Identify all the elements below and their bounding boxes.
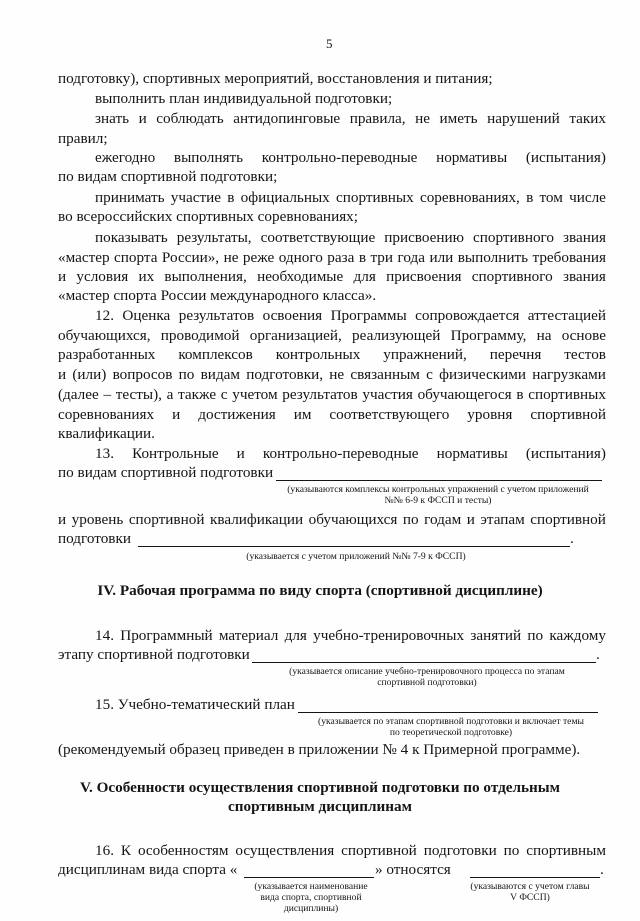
text-line: выполнить план индивидуальной подготовки; (95, 90, 393, 107)
text-line: этапу спортивной подготовки (58, 646, 250, 663)
text-line (58, 249, 606, 267)
word: иметь (439, 110, 478, 127)
text-line: . (570, 530, 574, 547)
footnote-caption: спортивной подготовки) (377, 677, 477, 688)
word: квалификации (209, 511, 304, 528)
word: присвоению (384, 229, 464, 246)
text-line (58, 346, 606, 364)
word: и (138, 110, 147, 127)
word: каждому (549, 627, 606, 644)
word: материал (218, 627, 279, 644)
text-line (58, 386, 606, 404)
word: связанным (350, 366, 420, 383)
word: не (329, 366, 345, 383)
text-line (58, 366, 606, 384)
word: числе (569, 189, 606, 206)
word: уровня (467, 406, 513, 423)
text-line: . (596, 646, 600, 663)
word: результаты, (176, 229, 252, 246)
footnote-caption: V ФССП) (510, 892, 550, 903)
word: ежегодно (95, 149, 156, 166)
word: 13. (95, 445, 114, 462)
word: К (120, 842, 132, 859)
fill-in-underline (244, 877, 374, 878)
word: не (223, 249, 239, 266)
fill-in-underline (276, 480, 602, 481)
word: учетом (232, 386, 278, 403)
word: Программы (330, 307, 407, 324)
word: нормативы (436, 445, 508, 462)
word: основе (561, 327, 606, 344)
word: нарушений (487, 110, 560, 127)
word: 16. (95, 842, 114, 859)
word: присвоения (386, 268, 462, 285)
word: (или) (72, 366, 107, 383)
word: в (358, 249, 366, 266)
word: обучающегося (417, 386, 512, 403)
word: Программу, (450, 327, 527, 344)
section-heading-v-cont: спортивным дисциплинам (228, 798, 412, 815)
word: осуществления (235, 842, 335, 859)
word: на (536, 327, 552, 344)
word: с (426, 366, 433, 383)
word: – (103, 386, 112, 403)
footnote-caption: (указываются с учетом главы (470, 881, 590, 892)
word: также (178, 386, 217, 403)
text-line: » относятся (375, 861, 451, 878)
word: выполнять (173, 149, 244, 166)
word: Оценка (122, 307, 171, 324)
word: участия (362, 386, 413, 403)
word: этапам (480, 511, 525, 528)
word: реализующей (352, 327, 441, 344)
word: звания (562, 268, 606, 285)
word: года (397, 249, 425, 266)
fill-in-underline (470, 877, 600, 878)
word: их (138, 268, 155, 285)
word: необходимые (257, 268, 344, 285)
word: учебно-тренировочных (313, 627, 465, 644)
word: соответствующего (329, 406, 450, 423)
word: соревнованиях (58, 406, 155, 423)
word: контрольных (275, 346, 361, 363)
word: выполнить (457, 249, 529, 266)
word: контрольно-переводные (261, 149, 418, 166)
text-line (95, 307, 606, 325)
word: контрольно-переводные (262, 445, 419, 462)
word: результатов (282, 386, 358, 403)
word: и (58, 511, 67, 528)
word: результатов (178, 307, 255, 324)
word: официальных (240, 189, 330, 206)
fill-in-underline (138, 546, 570, 547)
text-line (58, 511, 606, 529)
text-line (95, 110, 606, 128)
word: сопровождается (415, 307, 520, 324)
word: спорта (114, 249, 158, 266)
word: спортивных (336, 189, 414, 206)
word: (испытания) (525, 149, 606, 166)
word: спортивного (473, 229, 554, 246)
text-line: (рекомендуемый образец приведен в приложении № 4 к Примерной программе). (58, 741, 581, 758)
word: по (503, 842, 520, 859)
footnote-caption: по теоретической подготовке) (389, 727, 513, 738)
text-line (58, 406, 606, 424)
text-line: по видам спортивной подготовки (58, 464, 274, 481)
text-line: правил; (58, 130, 108, 147)
word: подготовки (423, 842, 497, 859)
word: проводимой (160, 327, 240, 344)
word: таких (569, 110, 606, 127)
word: спортивным (526, 842, 606, 859)
text-line (95, 627, 606, 645)
word: нагрузками (532, 366, 606, 383)
footnote-caption: вида спорта, спортивной (260, 892, 362, 903)
text-line: подготовку), спортивных мероприятий, восстановления и питания; (58, 70, 493, 87)
word: упражнений, (383, 346, 467, 363)
text-line (95, 842, 606, 860)
word: разработанных (58, 346, 156, 363)
footnote-caption: (указывается по этапам спортивной подготовки и включает темы (318, 716, 584, 727)
fill-in-underline (298, 712, 598, 713)
word: и (236, 445, 245, 462)
word: комплексов (178, 346, 253, 363)
word: показывать (95, 229, 168, 246)
word: а (166, 386, 174, 403)
word: организацией, (249, 327, 342, 344)
word: вопросов (112, 366, 173, 383)
footnote-caption: (указывается наименование (254, 881, 368, 892)
word: (испытания) (525, 445, 606, 462)
word: физическими (439, 366, 526, 383)
word: перечня (489, 346, 542, 363)
word: три (370, 249, 394, 266)
word: годам (424, 511, 462, 528)
word: особенностям (137, 842, 229, 859)
word: тестов (564, 346, 606, 363)
text-line (95, 189, 606, 207)
word: спортивной (530, 406, 606, 423)
word: Программный (120, 627, 213, 644)
text-line: 15. Учебно-тематический план (95, 696, 295, 713)
footnote-caption: (указывается описание учебно-тренировочного процесса по этапам (289, 666, 565, 677)
word: с (220, 386, 228, 403)
section-heading-iv: IV. Рабочая программа по виду спорта (спортивной дисциплине) (97, 582, 543, 599)
word: и (172, 406, 181, 423)
word: выполнения, (164, 268, 247, 285)
text-line: дисциплинам вида спорта « (58, 861, 238, 878)
text-line (95, 149, 606, 167)
word: Контрольные (132, 445, 219, 462)
word: для (284, 627, 307, 644)
text-line: подготовки (58, 530, 131, 547)
text-line: квалификации. (58, 425, 155, 442)
word: уровень (71, 511, 124, 528)
word: видам (200, 366, 241, 383)
word: по (527, 627, 544, 644)
text-line (95, 445, 606, 463)
word: одного (278, 249, 323, 266)
word: тесты), (115, 386, 162, 403)
word: по (402, 511, 419, 528)
word: спортивной (128, 511, 205, 528)
word: спортивного (471, 268, 553, 285)
word: по (178, 366, 195, 383)
word: соответствующие (260, 229, 376, 246)
text-line (58, 327, 606, 345)
word: обучающихся, (58, 327, 151, 344)
word: освоения (262, 307, 323, 324)
word: правила, (349, 110, 406, 127)
word: реже (242, 249, 275, 266)
word: звания (563, 229, 606, 246)
section-heading-v: V. Особенности осуществления спортивной подготовки по отдельным (79, 779, 561, 796)
word: антидопинговые (233, 110, 341, 127)
word: им (293, 406, 312, 423)
footnote-caption: дисциплины) (283, 903, 339, 914)
word: и (58, 366, 67, 383)
word: соблюдать (156, 110, 224, 127)
text-line: «мастер спорта России международного класса». (58, 287, 377, 304)
text-line: во всероссийских спортивных соревнованиях; (58, 208, 358, 225)
footnote-caption: №№ 6-9 к ФССП и тесты) (384, 495, 492, 506)
word: России», (161, 249, 220, 266)
word: для (353, 268, 376, 285)
word: и (58, 268, 67, 285)
word: принимать (95, 189, 165, 206)
page-number: 5 (326, 36, 333, 51)
text-line: по видам спортивной подготовки; (58, 168, 278, 185)
word: не (415, 110, 430, 127)
word: аттестацией (527, 307, 606, 324)
word: том (539, 189, 563, 206)
word: спортивной (341, 842, 417, 859)
word: требования (532, 249, 606, 266)
word: нормативы (436, 149, 508, 166)
word: в (526, 189, 534, 206)
word: занятий (470, 627, 522, 644)
footnote-caption: (указываются комплексы контрольных упражнений с учетом приложений (287, 484, 589, 495)
word: в (227, 189, 235, 206)
word: или (429, 249, 454, 266)
word: условия (76, 268, 129, 285)
word: спортивной (530, 511, 606, 528)
word: обучающихся (308, 511, 398, 528)
word: (далее (58, 386, 99, 403)
text-line (58, 268, 606, 286)
word: участие (170, 189, 221, 206)
word: подготовки, (246, 366, 324, 383)
word: в (516, 386, 524, 403)
fill-in-underline (252, 662, 596, 663)
word: достижения (198, 406, 276, 423)
word: «мастер (58, 249, 110, 266)
word: 14. (95, 627, 114, 644)
footnote-caption: (указывается с учетом приложений №№ 7-9 к ФССП) (246, 551, 466, 562)
word: соревнованиях, (419, 189, 520, 206)
word: раза (327, 249, 355, 266)
word: спортивных (528, 386, 606, 403)
text-line: . (600, 861, 604, 878)
word: знать (95, 110, 130, 127)
text-line (95, 229, 606, 247)
word: 12. (95, 307, 114, 324)
word: и (466, 511, 475, 528)
